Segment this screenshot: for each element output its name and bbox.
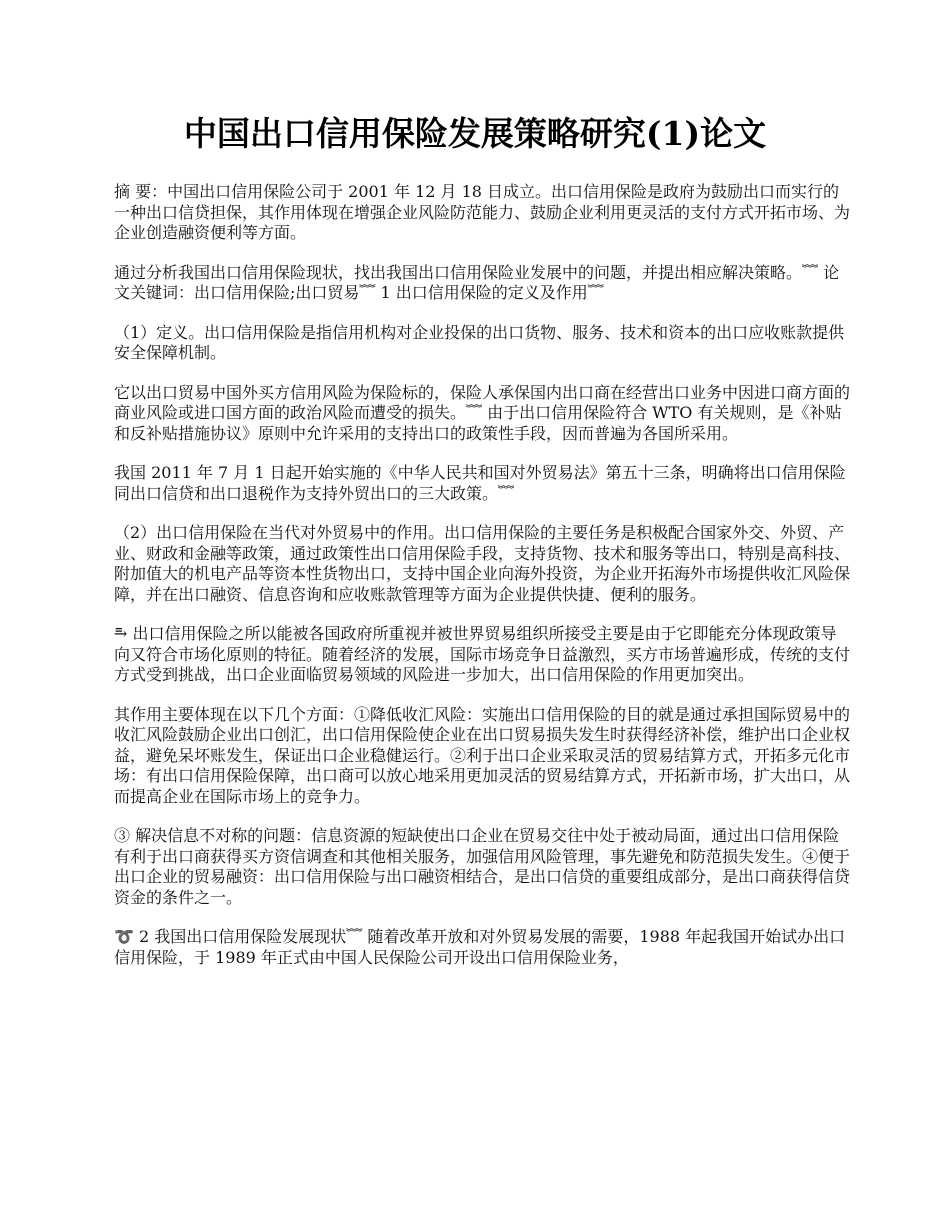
paragraph-text: （2）出口信用保险在当代对外贸易中的作用。出口信用保险的主要任务是积极配合国家外交、外贸、产业、财政和金融等政策，通过政策性出口信用保险手段，支持货物、技术和服务等出口，特别是高科技、附加值大的机电产品等资本性货物出口，支持中国企业向海外投资，为企业开拓海外市场提供收汇风险保障，并在出口融资、信息咨询和应收账款管理等方面为企业提供快捷、便利的服务。 [114,523,851,604]
paragraph-functions [114,705,850,808]
paragraph-abstract [114,182,850,244]
paragraph-risk-subject [114,383,850,445]
paragraph-status [114,927,850,968]
paragraph-text: 我国 2011 年 7 月 1 日起开始实施的《中华人民共和国对外贸易法》第五十三条，明确将出口信用保险同出口信贷和出口退税作为支持外贸出口的三大政策。﹌ [114,463,846,503]
paragraph-text: （1）定义。出口信用保险是指信用机构对企业投保的出口货物、服务、技术和资本的出口应收账款提供安全保障机制。 [114,322,845,362]
paragraph-definition [114,323,850,364]
paragraph-text: ⥱ 出口信用保险之所以能被各国政府所重视并被世界贸易组织所接受主要是由于它即能充分体现政策导向又符合市场化原则的特征。随着经济的发展，国际市场竞争日益激烈，买方市场普遍形成，传统的支付方式受到挑战，出口企业面临贸易领域的风险进一步加大，出口信用保险的作用更加突出。 [114,624,851,684]
paragraph-text: 它以出口贸易中国外买方信用风险为保险标的，保险人承保国内出口商在经营出口业务中因进口商方面的商业风险或进口国方面的政治风险而遭受的损失。﹌ 由于出口信用保险符合 WTO 有关规则，是《补贴和反补贴措施协议》原则中允许采用的支持出口的政策性手段，因而普遍为各国所采用。 [114,382,851,443]
paragraph-importance [114,624,850,686]
paragraph-text: 通过分析我国出口信用保险现状，找出我国出口信用保险业发展中的问题，并提出相应解决策略。﹌ 论文关键词：出口信用保险;出口贸易﹌ 1 出口信用保险的定义及作用﹌ [114,262,840,302]
document-body [114,182,850,987]
document-title: 中国出口信用保险发展策略研究(1)论文 [183,114,767,153]
paragraph-text: 其作用主要体现在以下几个方面：①降低收汇风险：实施出口信用保险的目的就是通过承担国际贸易中的收汇风险鼓励企业出口创汇，出口信用保险使企业在出口贸易损失发生时获得经济补偿，维护出口企业权益，避免呆坏账发生，保证出口企业稳健运行。②利于出口企业采取灵活的贸易结算方式，开拓多元化市场：有出口信用保险保障，出口商可以放心地采用更加灵活的贸易结算方式，开拓新市场，扩大出口，从而提高企业在国际市场上的竞争力。 [114,704,851,806]
paragraph-text: ③ 解决信息不对称的问题：信息资源的短缺使出口企业在贸易交往中处于被动局面，通过出口信用保险有利于出口商获得买方资信调查和其他相关服务，加强信用风险管理，事先避免和防范损失发生。④便于出口企业的贸易融资：出口信用保险与出口融资相结合，是出口信贷的重要组成部分，是出口商获得信贷资金的条件之一。 [114,826,851,907]
paragraph-trade-law [114,463,850,504]
paragraph-information [114,826,850,908]
paragraph-keywords [114,263,850,304]
paragraph-role [114,523,850,605]
paragraph-text: ➰ 2 我国出口信用保险发展现状﹌ 随着改革开放和对外贸易发展的需要，1988 年起我国开始试办出口信用保险，于 1989 年正式由中国人民保险公司开设出口信用保险业务， [114,927,846,967]
paragraph-text: 摘 要：中国出口信用保险公司于 2001 年 12 月 18 日成立。出口信用保险是政府为鼓励出口而实行的一种出口信贷担保，其作用体现在增强企业风险防范能力、鼓励企业利用更灵活的支付方式开拓市场、为企业创造融资便利等方面。 [114,182,851,242]
